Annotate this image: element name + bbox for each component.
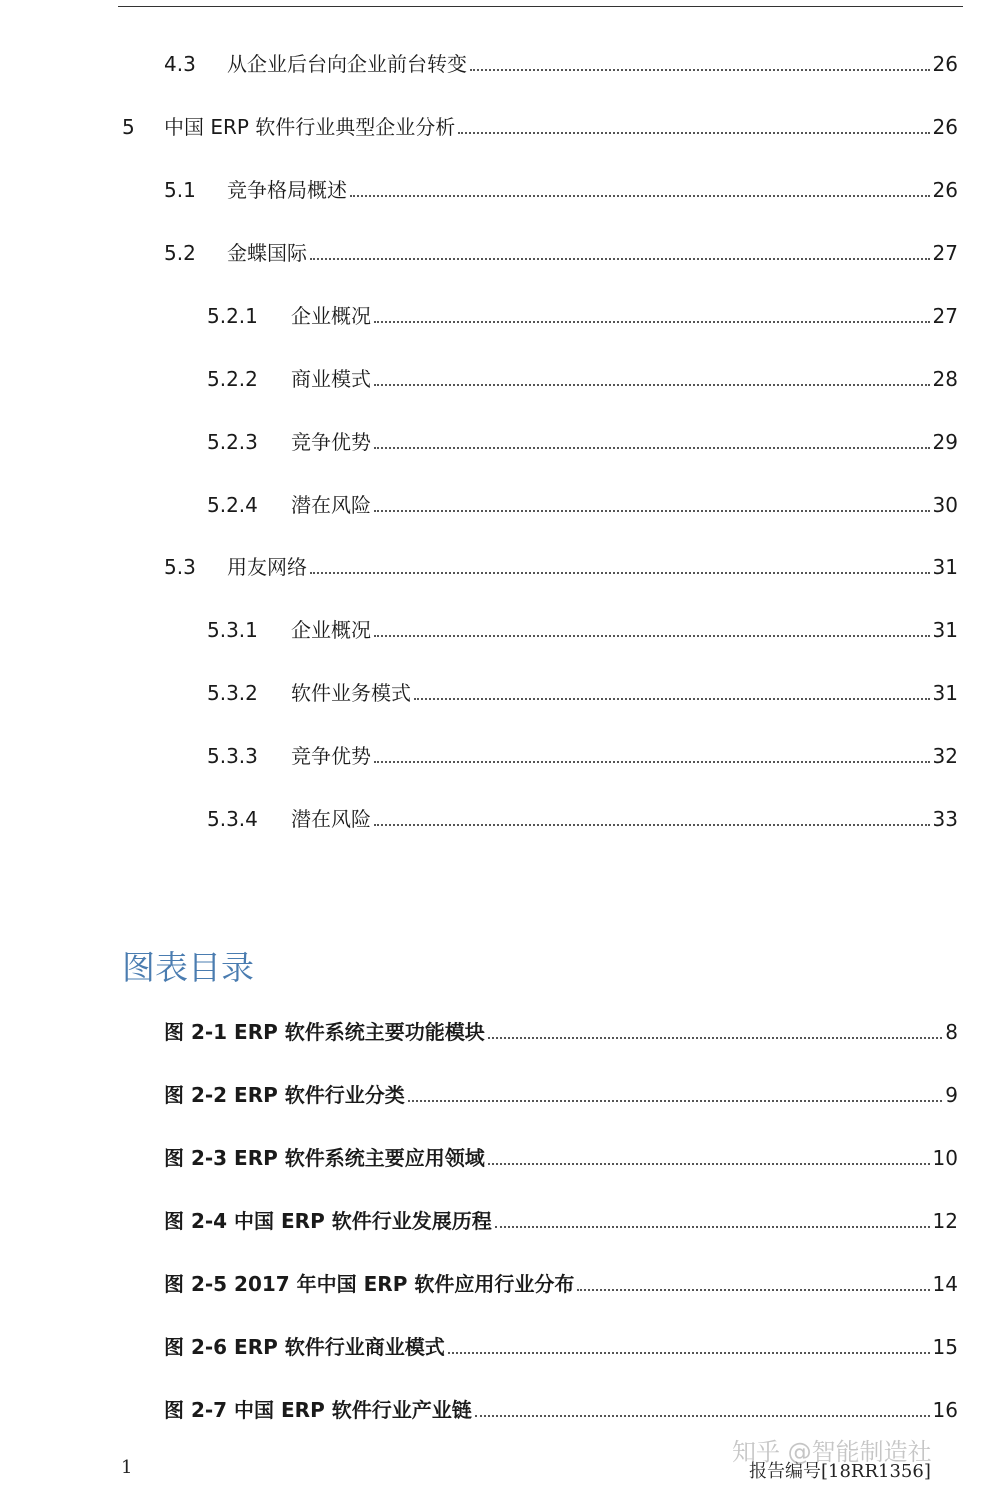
footer-report-id: 报告编号[18RR1356] <box>749 1461 931 1482</box>
toc-number: 5.3.4 <box>207 807 258 831</box>
dot-leader <box>350 194 930 197</box>
toc-number: 5.2.3 <box>207 430 258 454</box>
figure-page: 8 <box>945 1020 958 1044</box>
toc-page: 31 <box>932 681 958 705</box>
toc-entry[interactable] <box>207 487 958 517</box>
figure-page: 15 <box>932 1335 958 1359</box>
dot-leader <box>458 131 929 134</box>
toc-entry[interactable] <box>207 738 958 768</box>
dot-leader <box>374 634 930 637</box>
dot-leader <box>374 320 930 323</box>
toc-page: 32 <box>932 744 958 768</box>
toc-entry[interactable] <box>207 801 958 831</box>
footer-page-number: 1 <box>121 1457 133 1478</box>
figure-title: 图 2-3 ERP 软件系统主要应用领域 <box>164 1146 485 1170</box>
toc-number: 5.2.1 <box>207 304 258 328</box>
dot-leader <box>414 697 930 700</box>
figure-entry[interactable] <box>164 1203 958 1233</box>
figure-page: 14 <box>932 1272 958 1296</box>
toc-title: 竞争优势 <box>291 430 371 454</box>
figure-entry[interactable] <box>164 1392 958 1422</box>
dot-leader <box>374 446 930 449</box>
toc-title: 企业概况 <box>291 618 371 642</box>
toc-title: 潜在风险 <box>291 493 371 517</box>
dot-leader <box>470 68 930 71</box>
dot-leader <box>408 1099 943 1102</box>
toc-entry[interactable] <box>164 235 958 265</box>
toc-entry[interactable] <box>207 612 958 642</box>
figure-page: 12 <box>932 1209 958 1233</box>
toc-entry[interactable] <box>207 361 958 391</box>
toc-title: 金蝶国际 <box>227 241 307 265</box>
dot-leader <box>310 257 930 260</box>
figure-entry[interactable] <box>164 1266 958 1296</box>
toc-title: 中国 ERP 软件行业典型企业分析 <box>164 115 456 139</box>
figure-title: 图 2-7 中国 ERP 软件行业产业链 <box>164 1398 472 1422</box>
toc-number: 4.3 <box>164 52 196 76</box>
header-rule <box>118 6 963 7</box>
toc-page: 26 <box>932 115 958 139</box>
toc-title: 从企业后台向企业前台转变 <box>227 52 467 76</box>
toc-entry[interactable] <box>164 549 958 579</box>
toc-entry[interactable] <box>164 172 958 202</box>
toc-entry[interactable] <box>207 298 958 328</box>
figure-entry[interactable] <box>164 1329 958 1359</box>
dot-leader <box>310 571 930 574</box>
toc-page: 29 <box>932 430 958 454</box>
figure-title: 图 2-4 中国 ERP 软件行业发展历程 <box>164 1209 492 1233</box>
toc-number: 5.2 <box>164 241 196 265</box>
toc-page: 30 <box>932 493 958 517</box>
dot-leader <box>374 509 930 512</box>
figures-heading: 图表目录 <box>122 948 254 987</box>
toc-page: 26 <box>932 52 958 76</box>
toc-number: 5.3.3 <box>207 744 258 768</box>
toc-entry[interactable] <box>207 424 958 454</box>
toc-page: 31 <box>932 555 958 579</box>
toc-page: 26 <box>932 178 958 202</box>
toc-title: 商业模式 <box>291 367 371 391</box>
toc-title: 竞争格局概述 <box>227 178 347 202</box>
toc-title: 企业概况 <box>291 304 371 328</box>
figure-title: 图 2-6 ERP 软件行业商业模式 <box>164 1335 445 1359</box>
toc-page: 27 <box>932 241 958 265</box>
figure-page: 10 <box>932 1146 958 1170</box>
zhihu-watermark: 知乎 @智能制造社 <box>732 1438 932 1466</box>
toc-page: 31 <box>932 618 958 642</box>
figure-entry[interactable] <box>164 1014 958 1044</box>
figure-page: 9 <box>945 1083 958 1107</box>
figure-title: 图 2-2 ERP 软件行业分类 <box>164 1083 405 1107</box>
dot-leader <box>374 760 930 763</box>
dot-leader <box>475 1414 930 1417</box>
toc-page: 28 <box>932 367 958 391</box>
toc-number: 5.1 <box>164 178 196 202</box>
dot-leader <box>374 823 930 826</box>
toc-number: 5.3.1 <box>207 618 258 642</box>
toc-title: 竞争优势 <box>291 744 371 768</box>
toc-title: 软件业务模式 <box>291 681 411 705</box>
dot-leader <box>488 1162 930 1165</box>
figure-title: 图 2-1 ERP 软件系统主要功能模块 <box>164 1020 485 1044</box>
toc-page: 27 <box>932 304 958 328</box>
dot-leader <box>495 1225 930 1228</box>
toc-number: 5 <box>122 115 135 139</box>
figure-entry[interactable] <box>164 1077 958 1107</box>
toc-number: 5.2.4 <box>207 493 258 517</box>
dot-leader <box>577 1288 929 1291</box>
toc-entry[interactable] <box>122 109 958 139</box>
toc-entry[interactable] <box>164 46 958 76</box>
toc-page: 33 <box>932 807 958 831</box>
dot-leader <box>488 1036 943 1039</box>
figure-title: 图 2-5 2017 年中国 ERP 软件应用行业分布 <box>164 1272 575 1296</box>
figure-page: 16 <box>932 1398 958 1422</box>
toc-number: 5.3 <box>164 555 196 579</box>
toc-number: 5.3.2 <box>207 681 258 705</box>
dot-leader <box>374 383 930 386</box>
toc-title: 潜在风险 <box>291 807 371 831</box>
toc-entry[interactable] <box>207 675 958 705</box>
dot-leader <box>448 1351 930 1354</box>
toc-number: 5.2.2 <box>207 367 258 391</box>
toc-title: 用友网络 <box>227 555 307 579</box>
figure-entry[interactable] <box>164 1140 958 1170</box>
